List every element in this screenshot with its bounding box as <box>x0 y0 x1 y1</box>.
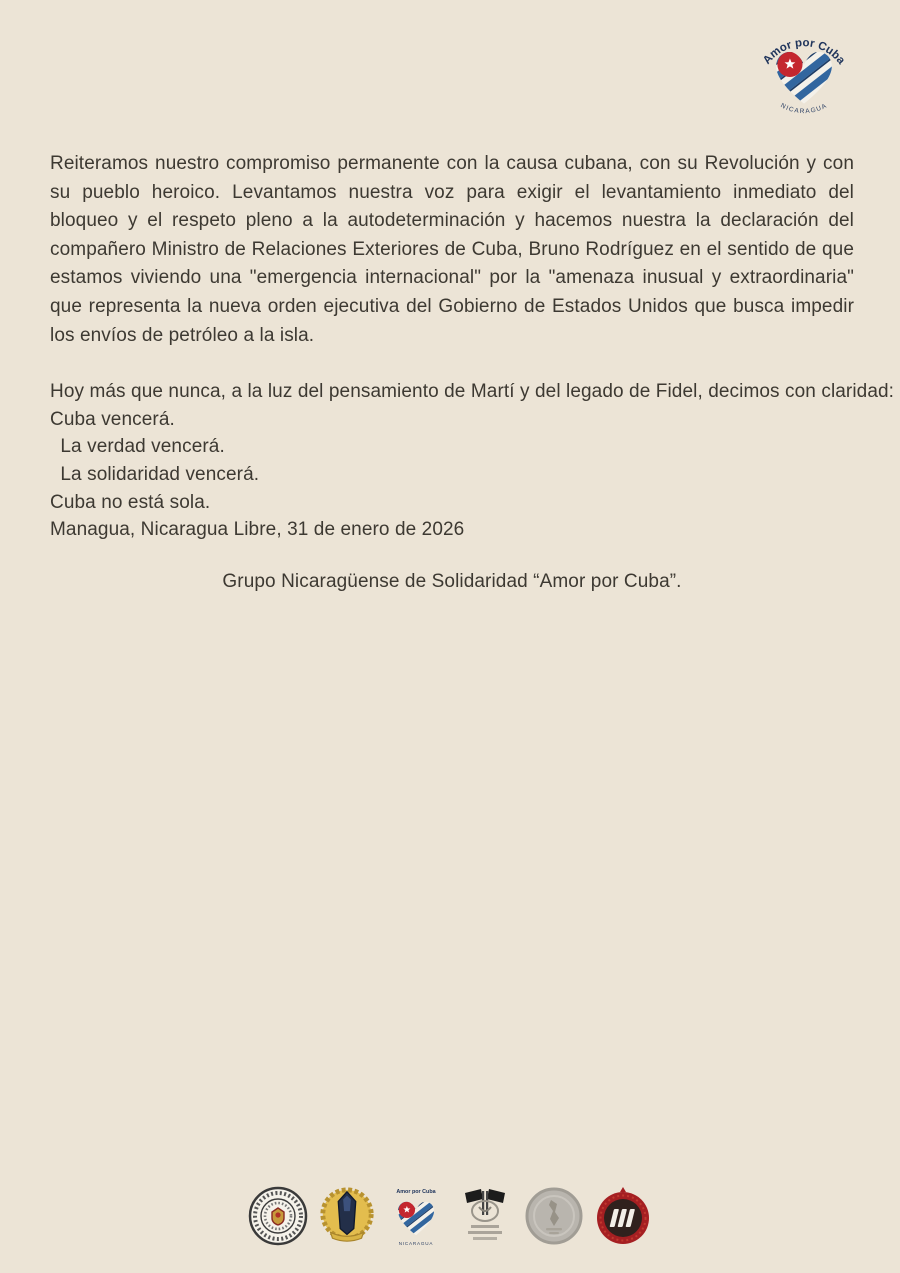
amor-por-cuba-heart-icon <box>386 1185 446 1247</box>
logo-arc-text: Amor por Cuba <box>761 37 848 67</box>
closing-line: La verdad vencerá. <box>55 436 225 458</box>
svg-text:Amor por Cuba: Amor por Cuba <box>395 1189 436 1195</box>
closing-line: La solidaridad vencerá. <box>55 463 260 485</box>
letter-content <box>0 150 900 593</box>
closing-lines <box>50 378 895 544</box>
footer-logo-strip <box>0 1185 900 1247</box>
gold-wreath-emblem-icon <box>317 1185 377 1247</box>
red-circular-emblem-icon <box>593 1185 653 1247</box>
svg-text:NICARAGUA <box>779 102 828 115</box>
closing-line: Cuba vencerá. <box>50 408 175 430</box>
silver-medal-emblem-icon <box>524 1185 584 1247</box>
svg-text:Amor por Cuba <box>761 37 847 67</box>
amor-por-cuba-logo <box>748 28 860 124</box>
closing-line: Cuba no está sola. <box>50 491 211 513</box>
svg-text:NICARAGUA: NICARAGUA <box>398 1241 433 1246</box>
black-white-flags-emblem-icon <box>455 1185 515 1247</box>
closing-line: Hoy más que nunca, a la luz del pensamiento de Martí y del legado de Fidel, decimos con claridad: <box>50 381 895 403</box>
declaration-paragraph: Reiteramos nuestro compromiso permanente con la causa cubana, con su Revolución y con su pueblo heroico. Levantamos nuestra voz para exigir el levantamiento inmediato del bloqueo y el respeto pleno a la autodeterminación y hacemos nuestra la declaración del compañero Ministro de Relaciones Exteriores de Cuba, Bruno Rodríguez en el sentido de que estamos viviendo una "emergencia internacional" por la "amenaza inusual y extraordinaria" que representa la nueva orden ejecutiva del Gobierno de Estados Unidos que busca impedir los envíos de petróleo a la isla. <box>50 153 854 346</box>
date-line: Managua, Nicaragua Libre, 31 de enero de 2026 <box>50 519 465 541</box>
signature-line: Grupo Nicaragüense de Solidaridad “Amor por Cuba”. <box>222 570 682 592</box>
circular-seal-emblem-icon <box>248 1185 308 1247</box>
logo-bottom-text: NICARAGUA <box>779 102 829 116</box>
